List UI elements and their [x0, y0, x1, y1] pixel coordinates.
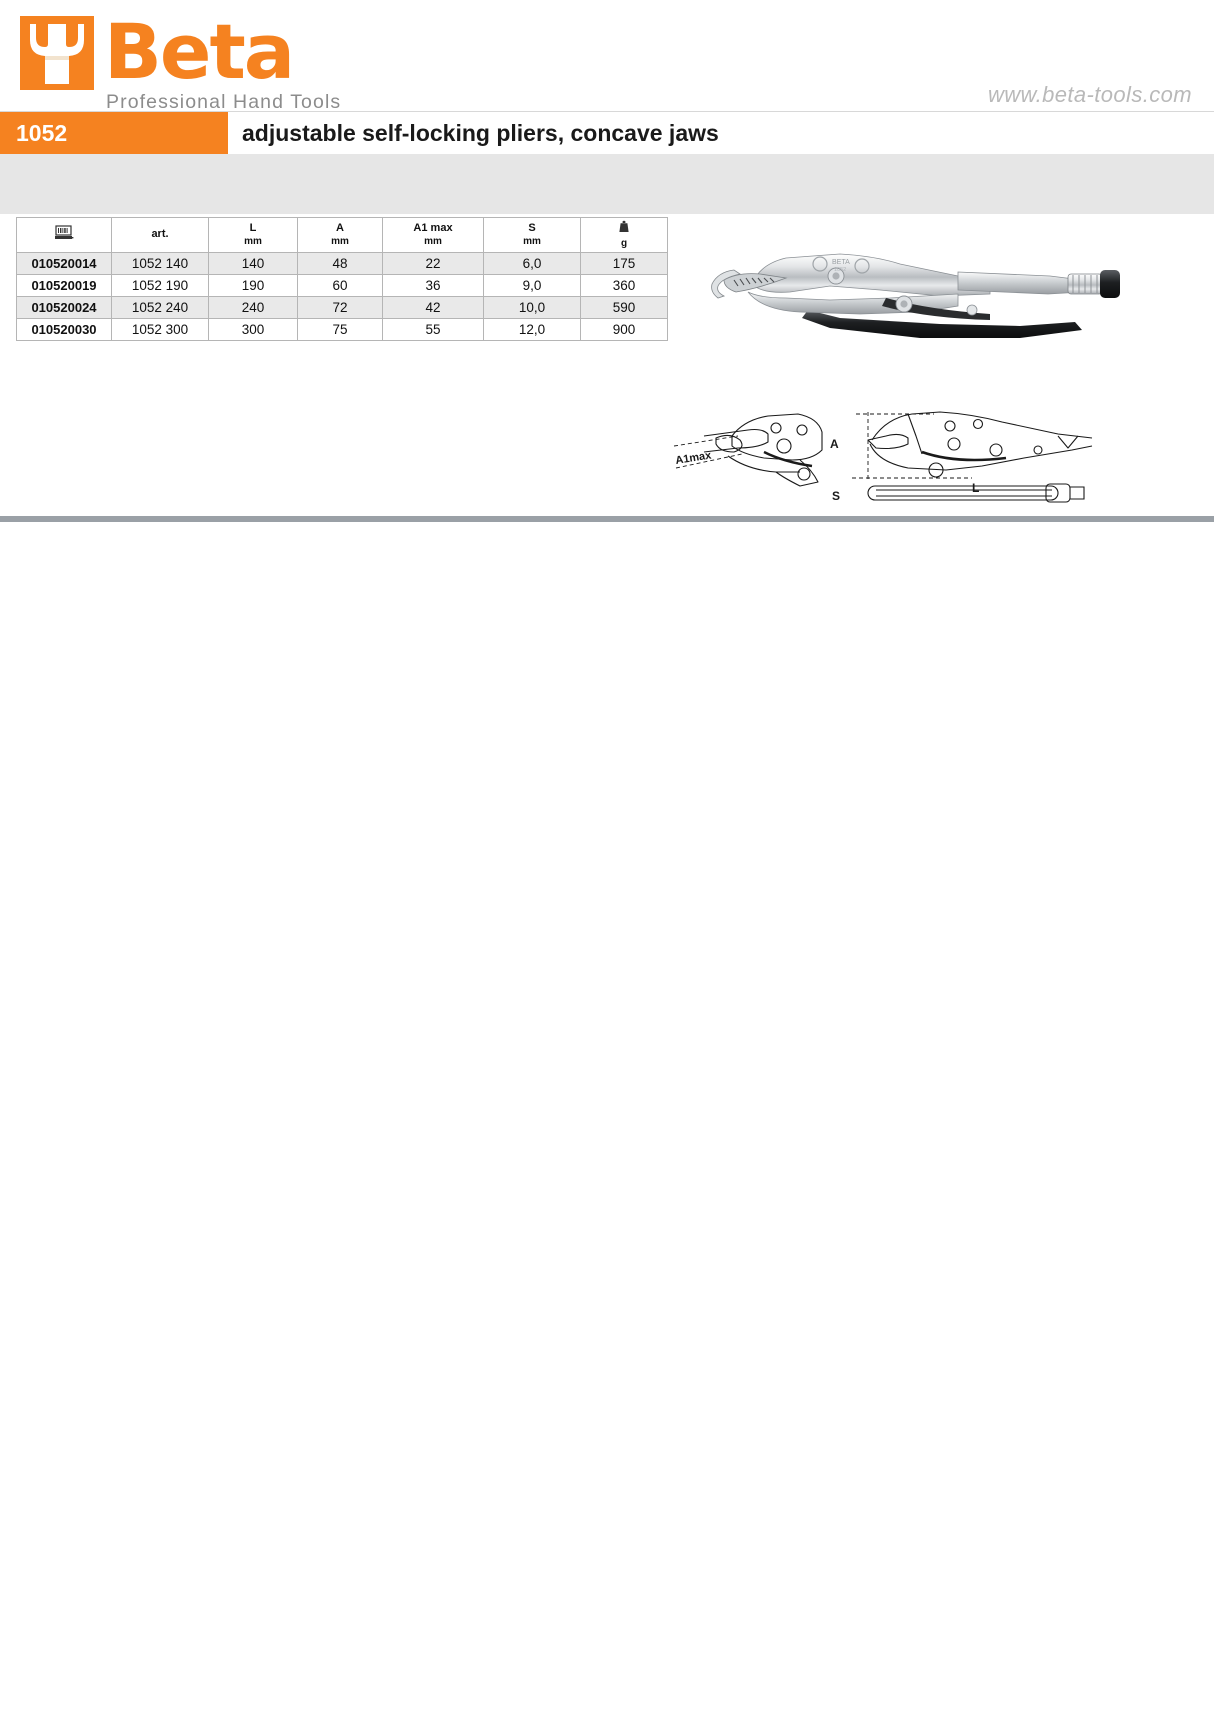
dimension-label-a1max: A1max — [674, 449, 713, 467]
cell-art: 1052 190 — [112, 275, 209, 297]
table-row — [17, 319, 668, 341]
column-header-a — [298, 218, 383, 253]
table-body — [17, 253, 668, 341]
cell-l: 190 — [209, 275, 298, 297]
page-header — [0, 0, 1214, 112]
cell-s: 9,0 — [484, 275, 581, 297]
column-unit-s: mm — [523, 235, 541, 247]
barcode-icon — [54, 225, 74, 246]
column-label-s: S — [528, 221, 536, 234]
column-unit-a: mm — [331, 235, 349, 247]
column-header-l — [209, 218, 298, 253]
cell-l: 300 — [209, 319, 298, 341]
cell-a1max: 55 — [383, 319, 484, 341]
dimension-label-l: L — [972, 481, 980, 495]
cell-a: 60 — [298, 275, 383, 297]
column-unit-a1max: mm — [424, 235, 442, 247]
column-header-art — [112, 218, 209, 253]
cell-code: 010520014 — [17, 253, 112, 275]
cell-art: 1052 140 — [112, 253, 209, 275]
brand-tagline: Professional Hand Tools — [106, 91, 342, 113]
svg-text:BETA: BETA — [832, 259, 850, 266]
cell-code: 010520019 — [17, 275, 112, 297]
table-header-row — [17, 218, 668, 253]
wrench-icon-svg — [28, 22, 86, 86]
product-photo — [690, 214, 1130, 364]
column-header-a1max — [383, 218, 484, 253]
table-row — [17, 275, 668, 297]
technical-drawings-svg — [672, 374, 1102, 509]
page-title: adjustable self-locking pliers, concave jaws — [228, 112, 1214, 154]
technical-drawings — [672, 374, 1102, 509]
column-unit-l: mm — [244, 235, 262, 247]
cell-s: 6,0 — [484, 253, 581, 275]
column-unit-weight: g — [620, 237, 628, 249]
product-title-bar — [0, 112, 1214, 154]
cell-weight: 175 — [581, 253, 668, 275]
dimension-label-s: S — [832, 489, 841, 503]
cell-l: 240 — [209, 297, 298, 319]
product-code: 1052 — [0, 112, 228, 154]
cell-weight: 360 — [581, 275, 668, 297]
brand-logo — [20, 7, 342, 114]
cell-code: 010520030 — [17, 319, 112, 341]
cell-s: 10,0 — [484, 297, 581, 319]
wrench-icon — [20, 16, 94, 90]
table-row — [17, 297, 668, 319]
grey-separator-band — [0, 154, 1214, 214]
column-label-art: art. — [151, 228, 169, 241]
cell-s: 12,0 — [484, 319, 581, 341]
column-label-a1max: A1 max — [413, 221, 453, 234]
cell-code: 010520024 — [17, 297, 112, 319]
logo-row — [20, 7, 294, 96]
weight-icon-svg — [618, 220, 630, 233]
cell-art: 1052 240 — [112, 297, 209, 319]
column-header-code — [17, 218, 112, 253]
content-area — [0, 214, 1214, 514]
cell-l: 140 — [209, 253, 298, 275]
page-blank-area — [0, 522, 1214, 1682]
brand-name: Beta — [104, 7, 294, 96]
svg-text:1052: 1052 — [834, 267, 847, 273]
column-label-a: A — [336, 221, 344, 234]
table-row — [17, 253, 668, 275]
cell-a1max: 36 — [383, 275, 484, 297]
cell-weight: 900 — [581, 319, 668, 341]
dimension-label-a: A — [830, 437, 839, 451]
table-head — [17, 218, 668, 253]
cell-a: 75 — [298, 319, 383, 341]
cell-a: 72 — [298, 297, 383, 319]
locking-pliers-photo-svg — [690, 214, 1130, 364]
cell-a1max: 22 — [383, 253, 484, 275]
column-label-l: L — [249, 221, 257, 234]
cell-a1max: 42 — [383, 297, 484, 319]
column-header-weight — [581, 218, 668, 253]
specifications-table — [16, 217, 668, 341]
barcode-icon-svg — [54, 225, 74, 241]
column-header-s — [484, 218, 581, 253]
cell-a: 48 — [298, 253, 383, 275]
site-url: www.beta-tools.com — [987, 82, 1192, 107]
cell-art: 1052 300 — [112, 319, 209, 341]
cell-weight: 590 — [581, 297, 668, 319]
weight-icon — [618, 220, 630, 238]
